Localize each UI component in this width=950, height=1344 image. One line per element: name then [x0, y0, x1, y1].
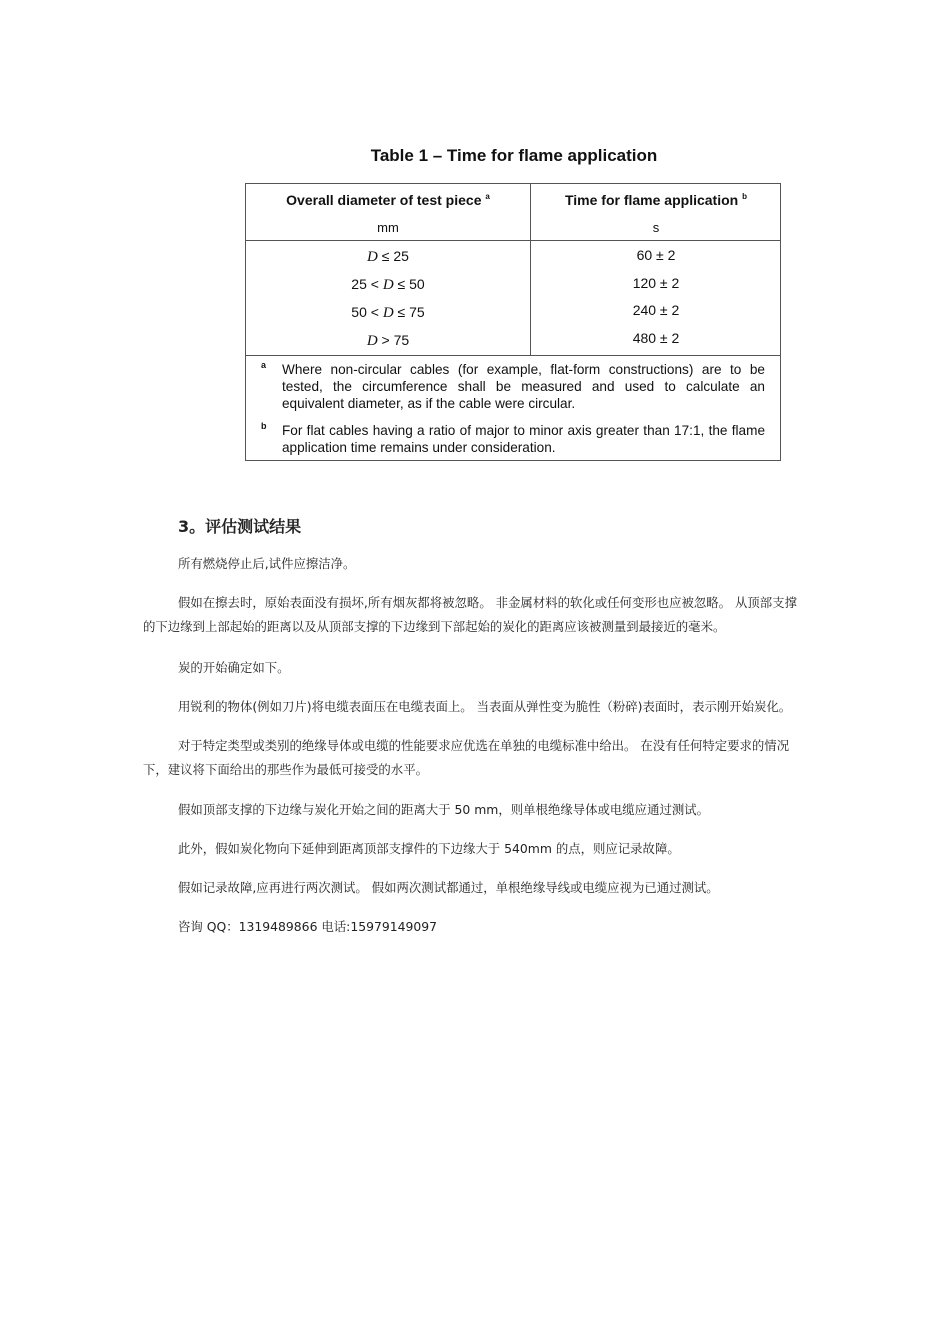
- time-cell: 240 ± 2: [632, 302, 680, 318]
- footnote-mark: a: [261, 360, 267, 370]
- footnote-divider: [246, 355, 780, 356]
- paragraph: 假如在擦去时，原始表面没有损坏,所有烟灰都将被忽略。 非金属材料的软化或任何变形也应被忽略。 从顶部支撑的下边缘到上部起始的距离以及从顶部支撑的下边缘到下部起始的炭化的距离应该被测量到最接近的毫米。: [143, 595, 797, 634]
- col2-header: Time for flame application $^b$: [564, 192, 747, 208]
- paragraph: 用锐利的物体(例如刀片)将电缆表面压在电缆表面上。 当表面从弹性变为脆性（粉碎)表面时，表示刚开始炭化。: [178, 699, 792, 714]
- time-cell: 480 ± 2: [632, 330, 680, 346]
- paragraph: 对于特定类型或类别的绝缘导体或电缆的性能要求应优选在单独的电缆标准中给出。 在没有任何特定要求的情况下，建议将下面给出的那些作为最低可接受的水平。: [143, 738, 790, 777]
- footnote-mark: b: [261, 421, 267, 431]
- time-cell: 60 ± 2: [636, 247, 676, 263]
- time-cell: 120 ± 2: [632, 275, 680, 291]
- diameter-cell: D ≤ 25: [367, 248, 409, 265]
- diameter-cell: 50 < D ≤ 75: [351, 304, 425, 321]
- diameter-cell: D > 75: [366, 332, 410, 349]
- section-heading: 3。评估测试结果: [178, 517, 302, 536]
- table-title: Table 1 – Time for flame application: [370, 146, 658, 165]
- col2-unit: s: [652, 220, 660, 235]
- header-divider: [246, 240, 780, 241]
- paragraph: 炭的开始确定如下。: [178, 660, 290, 675]
- col1-unit: mm: [377, 220, 399, 235]
- paragraph: 假如顶部支撑的下边缘与炭化开始之间的距离大于 50 mm，则单根绝缘导体或电缆应通过测试。: [178, 802, 710, 817]
- paragraph: 所有燃烧停止后,试件应擦洁净。: [178, 556, 356, 571]
- footnote-text: For flat cables having a ratio of major to minor axis greater than 17:1, the flame application time remains under consideration.: [282, 423, 765, 455]
- col1-header: Overall diameter of test piece $^a$: [286, 192, 490, 208]
- footnote-text: Where non-circular cables (for example, flat-form constructions) are to be tested, the circumference shall be measured and used to calculate an equivalent diameter, as if the cable were circular.: [282, 362, 765, 411]
- diameter-cell: 25 < D ≤ 50: [351, 276, 425, 293]
- flame-time-table: [245, 183, 781, 461]
- contact-line: 咨询 QQ：1319489866 电话:15979149097: [178, 919, 438, 934]
- paragraph: 此外，假如炭化物向下延伸到距离顶部支撑件的下边缘大于 540mm 的点，则应记录故障。: [178, 841, 680, 856]
- paragraph: 假如记录故障,应再进行两次测试。 假如两次测试都通过，单根绝缘导线或电缆应视为已通过测试。: [178, 880, 719, 895]
